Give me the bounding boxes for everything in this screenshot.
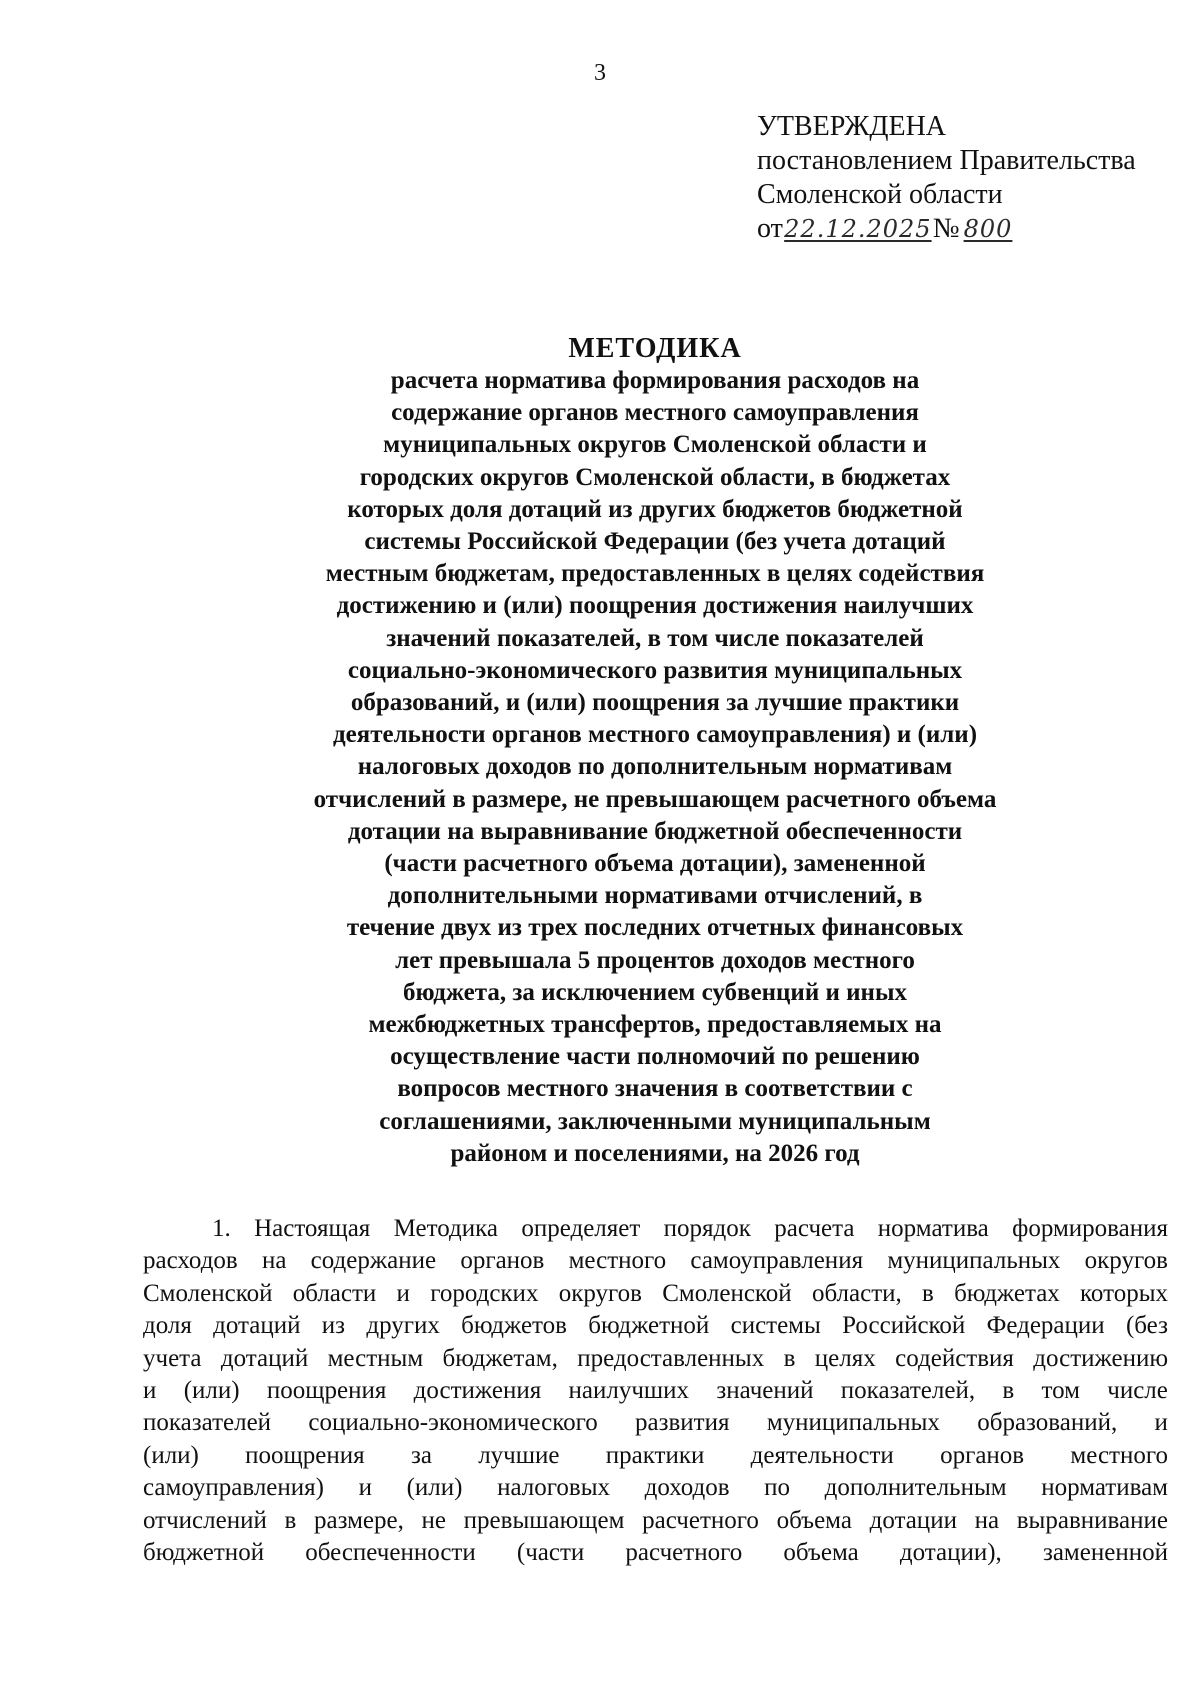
subtitle-line: вопросов местного значения в соответствии с xyxy=(397,1075,913,1103)
subtitle-line: (части расчетного объема дотации), замененной xyxy=(384,850,926,878)
subtitle-line: местным бюджетам, предоставленных в целях содействия xyxy=(325,560,985,588)
subtitle-line: налоговых доходов по дополнительным нормативам xyxy=(357,753,953,781)
subtitle-line: районом и поселениями, на 2026 год xyxy=(450,1139,860,1167)
subtitle-line: городских округов Смоленской области, в бюджетах xyxy=(359,463,951,491)
approval-line-2: Смоленской области xyxy=(757,179,1003,210)
approval-date-line xyxy=(757,212,1177,246)
paragraph-line: доля дотаций из других бюджетов бюджетной системы Российской Федерации (без xyxy=(143,1312,1168,1340)
date-prefix: от xyxy=(757,213,783,244)
document-subtitle xyxy=(250,365,1060,1170)
handwritten-number: 800 xyxy=(963,215,1013,243)
approval-stamp xyxy=(757,110,1177,246)
subtitle-line: которых доля дотаций из других бюджетов бюджетной xyxy=(347,495,963,523)
document-title: МЕТОДИКА xyxy=(568,333,742,364)
subtitle-line: отчислений в размере, не превышающем расчетного объема xyxy=(313,785,997,813)
subtitle-line: социально-экономического развития муниципальных xyxy=(347,656,963,684)
paragraph-line: 1. Настоящая Методика определяет порядок расчета норматива формирования xyxy=(212,1215,1168,1242)
subtitle-line: системы Российской Федерации (без учета дотаций xyxy=(364,528,946,556)
paragraph-line: самоуправления) и (или) налоговых доходов по дополнительным нормативам xyxy=(143,1474,1168,1502)
subtitle-line: деятельности органов местного самоуправления) и (или) xyxy=(332,721,978,749)
paragraph-line: учета дотаций местным бюджетам, предоставленных в целях содействия достижению xyxy=(143,1344,1168,1372)
subtitle-line: дополнительными нормативами отчислений, в xyxy=(387,882,923,910)
subtitle-line: соглашениями, заключенными муниципальным xyxy=(379,1107,931,1135)
subtitle-line: бюджета, за исключением субвенций и иных xyxy=(403,978,907,1006)
paragraph-line: показателей социально-экономического развития муниципальных образований, и xyxy=(143,1409,1168,1437)
paragraph-1 xyxy=(143,1213,1168,1569)
paragraph-line: расходов на содержание органов местного самоуправления муниципальных округов xyxy=(143,1247,1168,1275)
subtitle-line: лет превышала 5 процентов доходов местного xyxy=(395,946,915,974)
subtitle-line: образований, и (или) поощрения за лучшие практики xyxy=(350,689,960,717)
paragraph-line: (или) поощрения за лучшие практики деятельности органов местного xyxy=(143,1441,1168,1469)
paragraph-line: Смоленской области и городских округов Смоленской области, в бюджетах которых xyxy=(143,1279,1168,1307)
approval-line-1: постановлением Правительства xyxy=(757,145,1136,176)
subtitle-line: достижению и (или) поощрения достижения наилучших xyxy=(336,592,974,620)
subtitle-line: значений показателей, в том числе показателей xyxy=(386,624,924,652)
subtitle-line: расчета норматива формирования расходов на xyxy=(390,367,920,394)
approval-status: УТВЕРЖДЕНА xyxy=(757,111,947,142)
document-title-block xyxy=(250,333,1060,1170)
paragraph-line: и (или) поощрения достижения наилучших значений показателей, в том числе xyxy=(143,1377,1168,1405)
paragraph-line: отчислений в размере, не превышающем расчетного объема дотации на выравнивание xyxy=(143,1506,1168,1534)
paragraph-line: бюджетной обеспеченности (части расчетного объема дотации), замененной xyxy=(143,1539,1168,1567)
page-number: 3 xyxy=(594,60,606,86)
number-prefix: № xyxy=(932,213,960,244)
subtitle-line: дотации на выравнивание бюджетной обеспеченности xyxy=(347,817,963,845)
subtitle-line: межбюджетных трансфертов, предоставляемых на xyxy=(368,1011,942,1039)
subtitle-line: течение двух из трех последних отчетных финансовых xyxy=(346,914,964,942)
subtitle-line: осуществление части полномочий по решению xyxy=(390,1043,920,1071)
subtitle-line: муниципальных округов Смоленской области и xyxy=(383,431,927,459)
subtitle-line: содержание органов местного самоуправления xyxy=(391,399,919,427)
handwritten-date: 22.12.2025 xyxy=(784,215,932,243)
